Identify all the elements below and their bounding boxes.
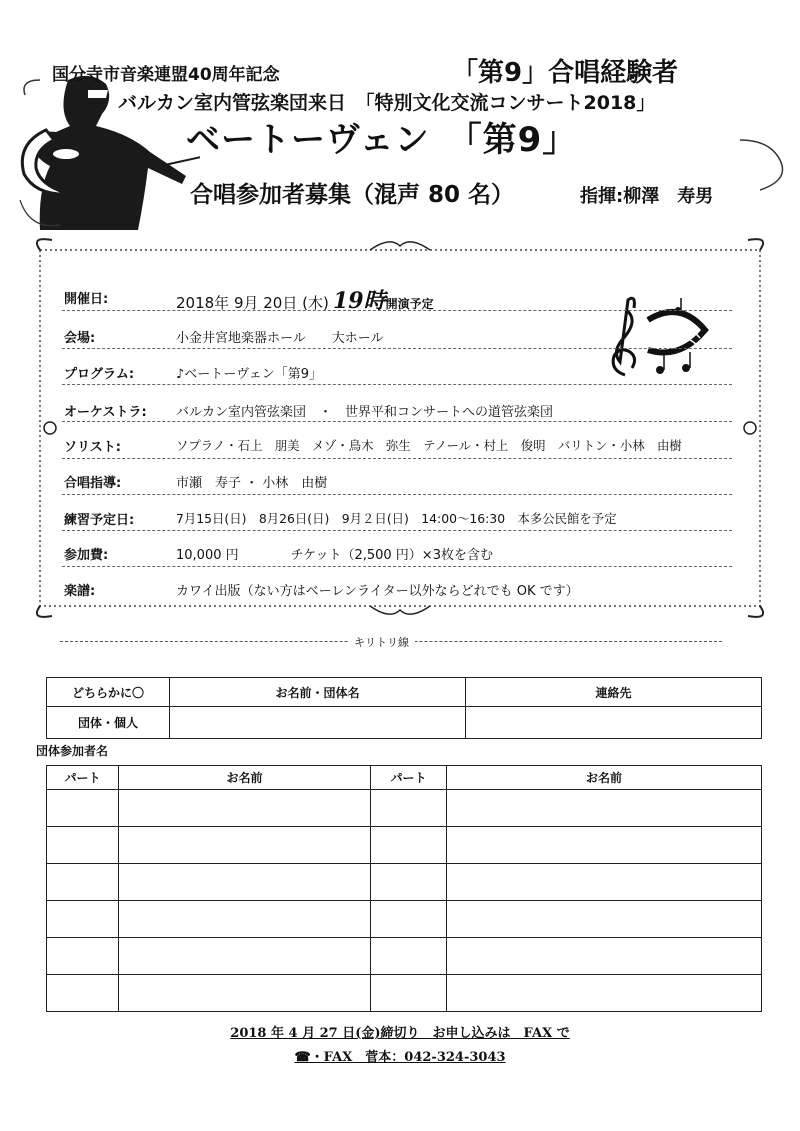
- score-value: カワイ出版（ない方はベーレンライター以外ならどれでも OK です）: [176, 584, 579, 599]
- rehearsal-value: 7月15日(日) 8月26日(日) 9月２日(日) 14:00〜16:30 本多公民館を予定: [176, 511, 617, 526]
- row-divider: [62, 348, 732, 349]
- part-field[interactable]: [47, 864, 119, 901]
- part-field[interactable]: [47, 975, 119, 1012]
- part-field[interactable]: [47, 938, 119, 975]
- name-group-field[interactable]: [170, 707, 466, 739]
- name-field[interactable]: [119, 938, 371, 975]
- chorus-coach-label: 合唱指導:: [64, 476, 122, 491]
- contact-field[interactable]: [466, 707, 762, 739]
- part-field[interactable]: [371, 901, 447, 938]
- deadline-text: 2018 年 4 月 27 日(金)締切り お申し込みは FAX で: [230, 1026, 570, 1041]
- part-field[interactable]: [371, 975, 447, 1012]
- part-field[interactable]: [47, 901, 119, 938]
- table-row: [47, 975, 762, 1012]
- row-divider: [62, 566, 732, 567]
- part-field[interactable]: [371, 827, 447, 864]
- concert-subtitle: バルカン室内管弦楽団来日 「特別文化交流コンサート2018」: [118, 92, 656, 114]
- experienced-text: 「第9」合唱経験者: [452, 58, 679, 88]
- name-field[interactable]: [119, 790, 371, 827]
- name-field[interactable]: [119, 827, 371, 864]
- fee-value: 10,000 円 チケット（2,500 円）×3枚を含む: [176, 548, 493, 563]
- fee-label: 参加費:: [64, 548, 109, 563]
- part-field[interactable]: [47, 790, 119, 827]
- part-field[interactable]: [371, 938, 447, 975]
- row-divider: [62, 458, 732, 459]
- name-field[interactable]: [447, 901, 762, 938]
- page-title: ベートーヴェン 「第9」: [186, 120, 578, 160]
- date-label: 開催日:: [64, 292, 109, 307]
- name-field[interactable]: [119, 975, 371, 1012]
- row-divider: [62, 421, 732, 422]
- name-group-header: お名前・団体名: [170, 678, 466, 707]
- part-field[interactable]: [47, 827, 119, 864]
- venue-label: 会場:: [64, 331, 96, 346]
- time-handwritten: 19時: [332, 288, 386, 314]
- table-row: [47, 827, 762, 864]
- anniversary-text: 国分寺市音楽連盟40周年記念: [52, 65, 280, 85]
- applicant-table: [46, 677, 762, 739]
- group-members-table: [46, 765, 762, 1012]
- program-value: ♪ベートーヴェン「第9」: [176, 367, 323, 382]
- soloist-label: ソリスト:: [64, 440, 121, 455]
- conductor-name: 指揮:柳澤 寿男: [580, 186, 714, 207]
- venue-value: 小金井宮地楽器ホール 大ホール: [176, 331, 384, 346]
- part-field[interactable]: [371, 864, 447, 901]
- table-row: [47, 790, 762, 827]
- soloist-value: ソプラノ・石上 朋美 メゾ・鳥木 弥生 テノール・村上 俊明 バリトン・小林 由樹: [176, 438, 682, 453]
- name-header: お名前: [447, 766, 762, 790]
- contact-text: ☎・FAX 菅本：042-324-3043: [294, 1050, 506, 1065]
- name-header: お名前: [119, 766, 371, 790]
- table-row: [47, 901, 762, 938]
- name-field[interactable]: [447, 938, 762, 975]
- rehearsal-label: 練習予定日:: [64, 513, 135, 528]
- orchestra-label: オーケストラ:: [64, 405, 147, 420]
- contact-header: 連絡先: [466, 678, 762, 707]
- name-field[interactable]: [447, 975, 762, 1012]
- recruit-heading: 合唱参加者募集（混声 80 名）: [190, 182, 515, 208]
- name-field[interactable]: [119, 864, 371, 901]
- row-divider: [62, 530, 732, 531]
- name-field[interactable]: [119, 901, 371, 938]
- orchestra-value: バルカン室内管弦楽団 ・ 世界平和コンサートへの道管弦楽団: [176, 405, 554, 420]
- program-label: プログラム:: [64, 367, 135, 382]
- name-field[interactable]: [447, 790, 762, 827]
- part-header: パート: [47, 766, 119, 790]
- group-members-label: 団体参加者名: [36, 744, 109, 758]
- row-divider: [62, 494, 732, 495]
- date-value: 2018年 9月 20日 (木) 19時開演予定: [176, 288, 434, 314]
- choose-one-header: どちらかに〇: [47, 678, 170, 707]
- score-label: 楽譜:: [64, 584, 96, 599]
- row-divider: [62, 384, 732, 385]
- name-field[interactable]: [447, 864, 762, 901]
- table-row: [47, 864, 762, 901]
- row-divider: [62, 310, 732, 311]
- chorus-coach-value: 市瀬 寿子 ・ 小林 由樹: [176, 476, 328, 491]
- group-individual-cell[interactable]: 団体・個人: [47, 707, 170, 739]
- name-field[interactable]: [447, 827, 762, 864]
- part-header: パート: [371, 766, 447, 790]
- music-notes-icon: [600, 290, 710, 390]
- cut-line-label: キリトリ線: [348, 634, 415, 650]
- part-field[interactable]: [371, 790, 447, 827]
- table-row: [47, 938, 762, 975]
